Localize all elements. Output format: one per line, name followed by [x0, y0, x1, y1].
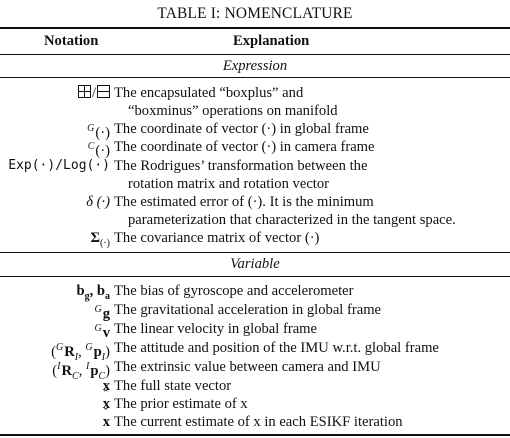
notation-bias: $b_g$, $b_a$: [76, 283, 110, 302]
section-title-variable: Variable: [230, 256, 280, 272]
top-rule: [0, 27, 510, 29]
boxminus-symbol: [97, 85, 110, 98]
notation-prior: ˆ x: [103, 395, 110, 413]
notation-error: δ (·): [86, 194, 110, 210]
explanation-boxplus: The encapsulated “boxplus” and “boxminus” operations on manifold: [114, 85, 338, 119]
notation-boxplus: /: [78, 84, 110, 102]
variable-top-rule: [0, 252, 510, 253]
header-explanation: Explanation: [233, 33, 310, 49]
notation-state: x: [102, 378, 110, 394]
section-title-expression: Expression: [222, 58, 288, 74]
notation-velocity: $^G$v: [94, 323, 110, 341]
notation-gravity: $^G$g: [94, 304, 110, 322]
bottom-rule: [0, 434, 510, 436]
notation-attitude-position: ($^GR_I$, $^Gp_I$): [51, 342, 110, 363]
notation-current: ˇ x: [103, 413, 110, 431]
variable-rule: [0, 276, 510, 277]
notation-camera-coordinate: $^C$(·): [87, 141, 110, 159]
notation-extrinsic: ($^IR_C$, $^Ip_C$): [52, 361, 110, 382]
notation-covariance: $\Sigma_{(\cdot)}$: [90, 230, 110, 249]
notation-global-coordinate: $^G$(·): [87, 123, 110, 141]
notation-exp-log: Exp(·)/Log(·): [8, 158, 110, 173]
expression-rule: [0, 77, 510, 78]
header-rule: [0, 54, 510, 55]
table-caption: TABLE I: NOMENCLATURE: [157, 5, 353, 22]
header-notation: Notation: [44, 33, 99, 49]
boxplus-symbol: [78, 85, 91, 98]
nomenclature-table-page: TABLE I: NOMENCLATURE Notation Explanation Expression / The encapsulated “boxplus” and “boxminus” operations on manifold $^G$(·) The coordinate of vector (·) in global frame $^C$(·) The coordinate of vector (·) in camera frame Exp(·)/Log(·) The Rodrigues’ transformation between the rotation matrix and rotation vector δ (·) The estimated error of (·). It is the minimum parameterization that characterized in the tangent space. $\Sigma_{(\cdot)}$ The covariance matrix of vector (·) Variable $b_g$, $b_a$ The bias of gyroscope and accelerometer $^G$g The gravitational acceleration in global frame $^G$v The linear velocity in global frame ($^GR_I$, $^Gp_I$) The attitude and position of the IMU w.r.t. global frame ($^IR_C$, $^Ip_C$) The extrinsic value between camera and IMU x The full state vector ˆ x The prior estimate of x ˇ x The current estimate of x in each ESIKF iteration: [0, 0, 510, 438]
